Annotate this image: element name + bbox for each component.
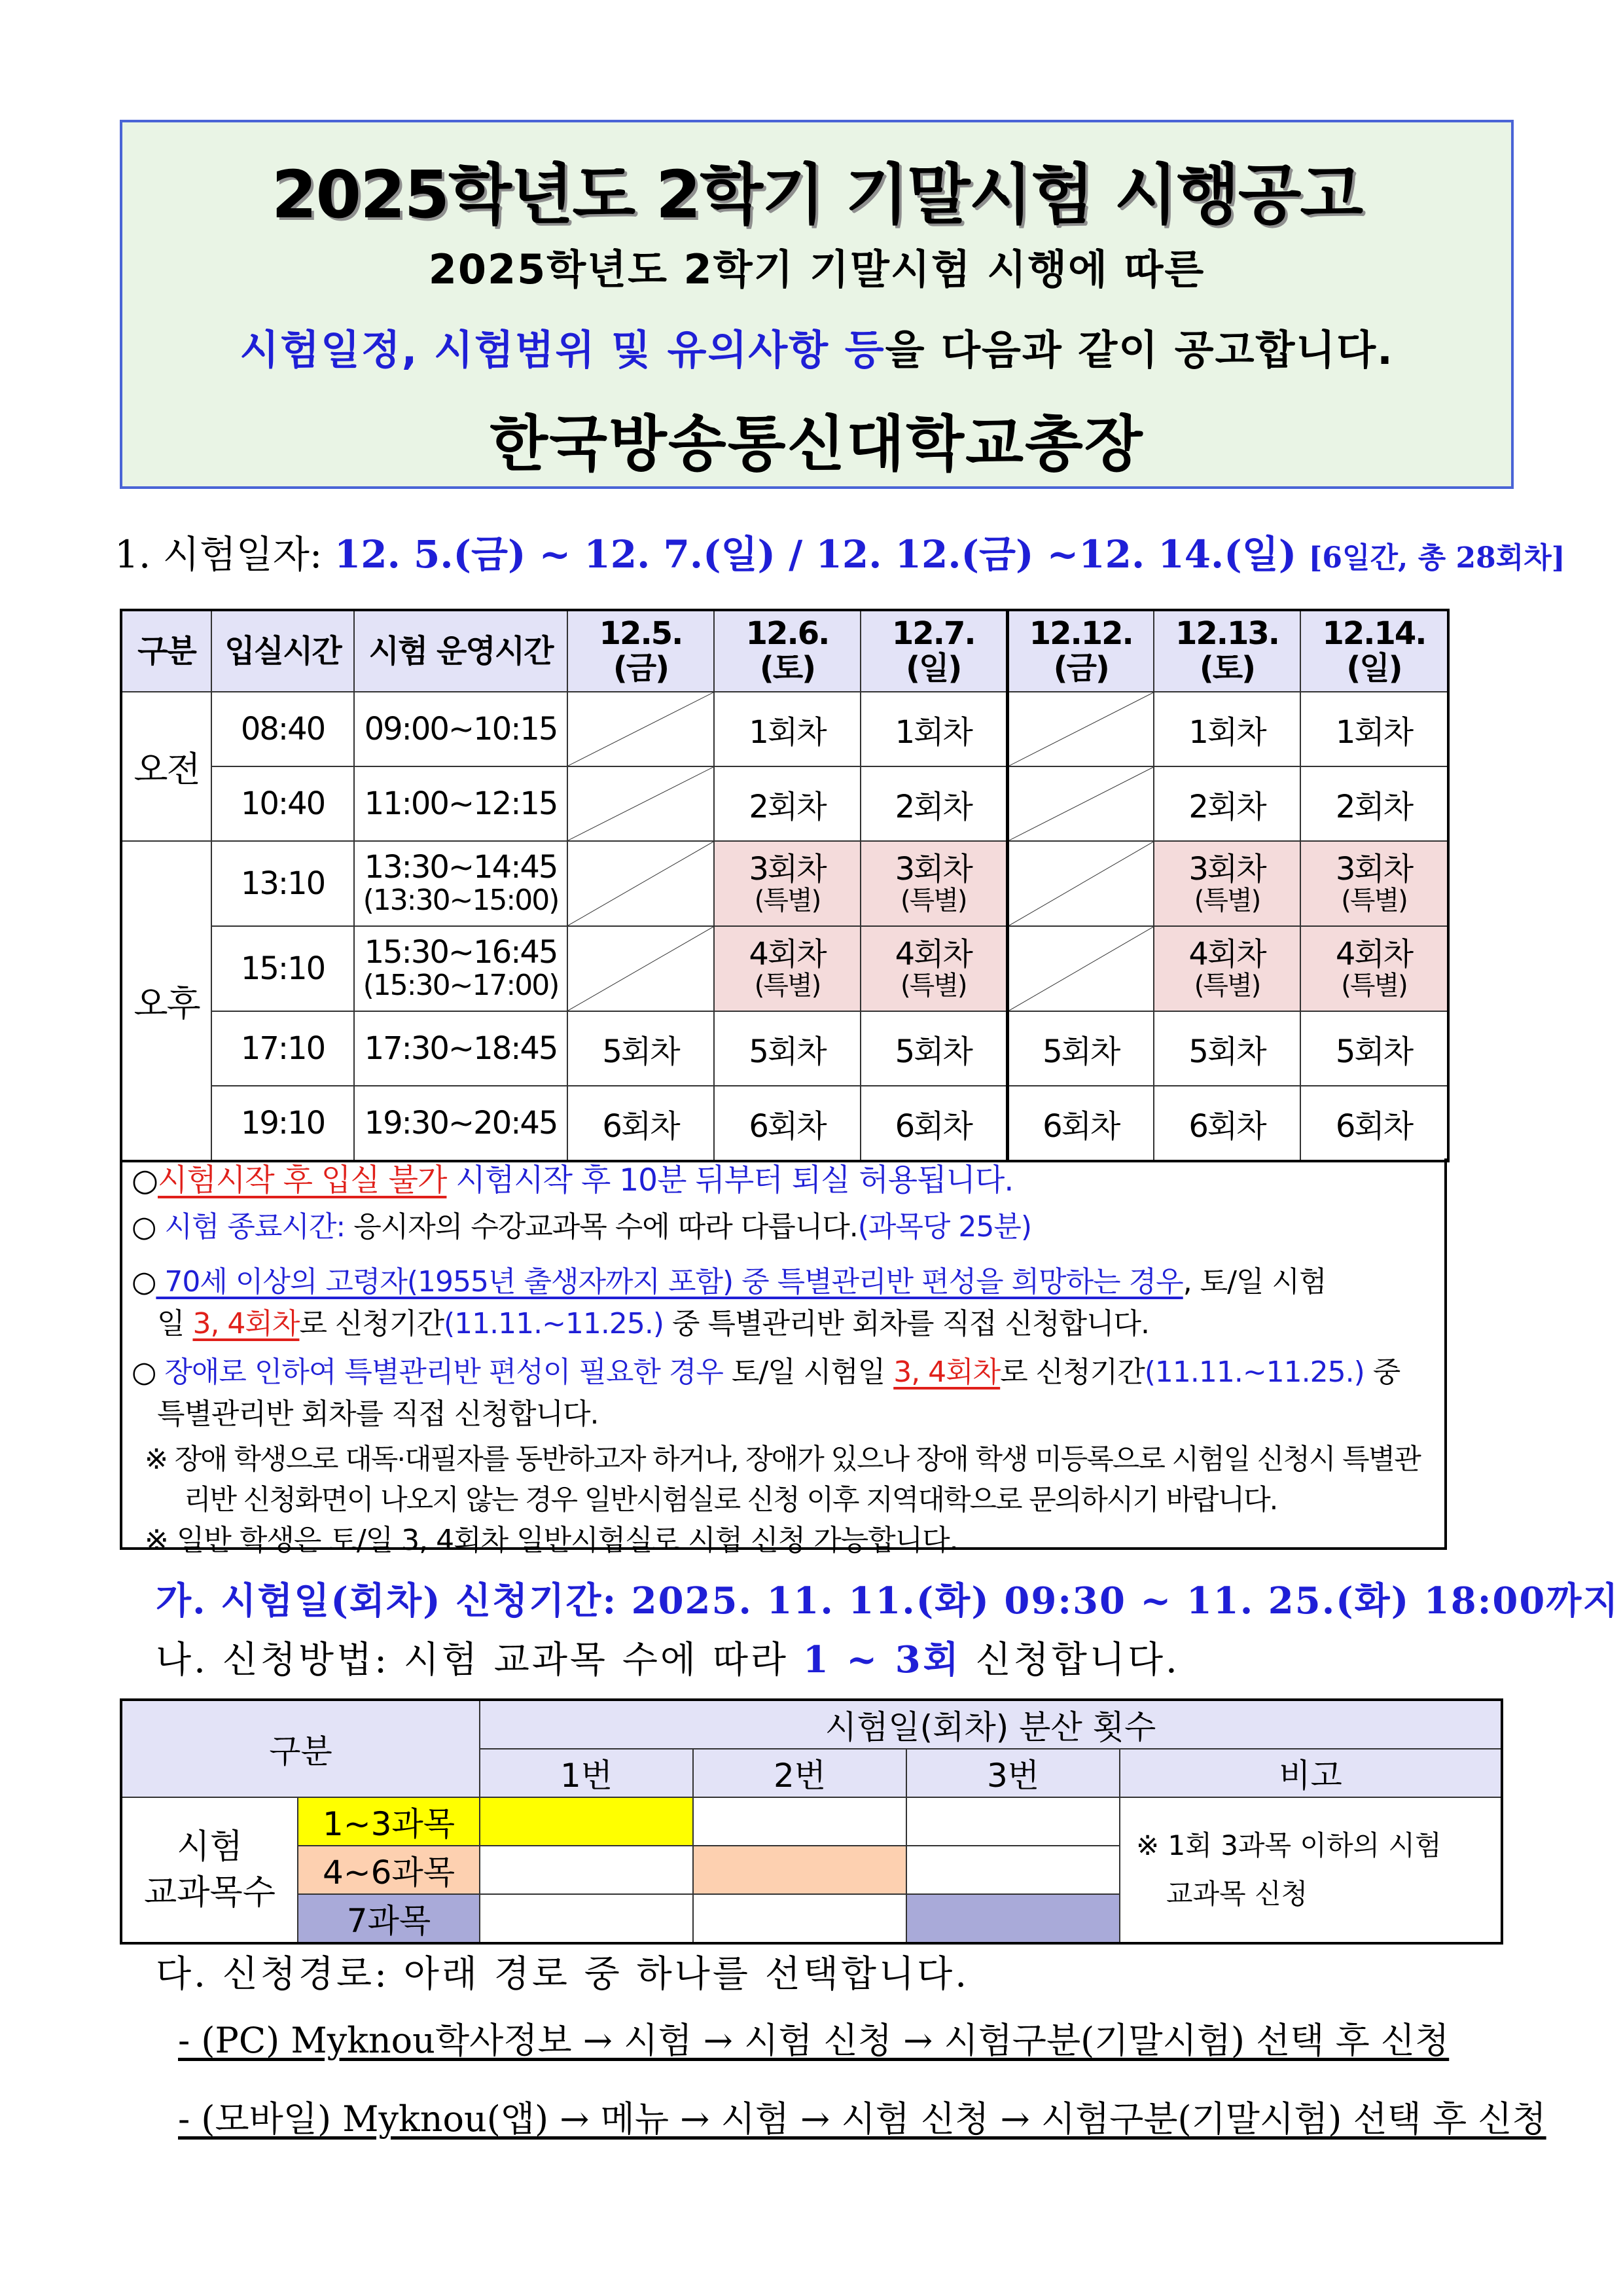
notice-subtitle-line2 xyxy=(122,317,1511,376)
dist-cell xyxy=(480,1894,693,1943)
notice-header-box xyxy=(120,120,1514,489)
route-pc: - (PC) Myknou학사정보 → 시험 → 시험 신청 → 시험구분(기말시험) 선택 후 신청 xyxy=(178,2020,1450,2061)
empty-slot xyxy=(567,926,714,1011)
president-signature: 한국방송통신대학교총장 xyxy=(490,409,1144,479)
operation-time: 15:30~16:45 (15:30~17:00) xyxy=(354,926,567,1011)
entry-time: 10:40 xyxy=(211,766,354,841)
dist-header-category: 구분 xyxy=(121,1700,480,1797)
entry-time: 13:10 xyxy=(211,841,354,926)
table-row xyxy=(121,1797,1502,1846)
note-elderly: ○ 70세 이상의 고령자(1955년 출생자까지 포함) 중 특별관리반 편성을 희망하는 경우, 토/일 시험 일 3, 4회차로 신청기간(11.11.~11.25.) 중 특별관리반 회차를 직접 신청합니다. xyxy=(132,1265,1327,1340)
dist-cell-filled xyxy=(480,1797,693,1846)
session-cell: 2회차 xyxy=(1300,766,1448,841)
section-exam-dates-value: 12. 5.(금) ~ 12. 7.(일) / 12. 12.(금) ~12. 14.(일) xyxy=(334,532,1297,577)
col-header-day: 12.14. (일) xyxy=(1300,610,1448,692)
session-cell: 6회차 xyxy=(714,1086,861,1161)
session-cell: 2회차 xyxy=(861,766,1007,841)
operation-time: 17:30~18:45 xyxy=(354,1011,567,1086)
dist-cell-filled xyxy=(906,1894,1120,1943)
group-am: 오전 xyxy=(121,692,211,841)
col-header-day: 12.12. (금) xyxy=(1007,610,1154,692)
session-cell: 1회차 xyxy=(714,692,861,766)
notice-subtitle-rest: 을 다음과 같이 공고합니다. xyxy=(885,326,1394,374)
operation-time: 13:30~14:45 (13:30~15:00) xyxy=(354,841,567,926)
dist-header-col: 1번 xyxy=(480,1749,693,1797)
dist-row-label: 7과목 xyxy=(298,1894,480,1943)
note-entry-rule: ○시험시작 후 입실 불가 시험시작 후 10분 뒤부터 퇴실 허용됩니다. xyxy=(132,1162,1014,1198)
entry-time: 15:10 xyxy=(211,926,354,1011)
dist-row-group: 시험 교과목수 xyxy=(121,1797,298,1943)
session-cell-special: 3회차 (특별) xyxy=(861,841,1007,926)
section-exam-dates-summary: [6일간, 총 28회차] xyxy=(1308,541,1565,575)
dist-header-col: 2번 xyxy=(693,1749,906,1797)
dist-cell xyxy=(480,1846,693,1894)
session-cell: 5회차 xyxy=(1154,1011,1300,1086)
session-cell: 2회차 xyxy=(1154,766,1300,841)
session-cell: 6회차 xyxy=(1007,1086,1154,1161)
session-cell: 6회차 xyxy=(1154,1086,1300,1161)
section-application-period: 가. 시험일(회차) 신청기간: 2025. 11. 11.(화) 09:30 ~ 11. 25.(화) 18:00까지 xyxy=(156,1579,1620,1623)
session-cell: 1회차 xyxy=(1154,692,1300,766)
dist-cell xyxy=(693,1797,906,1846)
session-cell: 6회차 xyxy=(1300,1086,1448,1161)
empty-slot xyxy=(1007,766,1154,841)
dist-cell xyxy=(906,1797,1120,1846)
session-cell-special: 3회차 (특별) xyxy=(714,841,861,926)
col-header-day: 12.6. (토) xyxy=(714,610,861,692)
col-header-entry: 입실시간 xyxy=(211,610,354,692)
note-end-time: ○ 시험 종료시간: 응시자의 수강교과목 수에 따라 다릅니다.(과목당 25분) xyxy=(132,1210,1032,1244)
session-cell: 5회차 xyxy=(861,1011,1007,1086)
session-cell: 6회차 xyxy=(861,1086,1007,1161)
col-header-day: 12.13. (토) xyxy=(1154,610,1300,692)
session-cell: 2회차 xyxy=(714,766,861,841)
section-exam-dates-label: 1. 시험일자: xyxy=(115,532,323,577)
session-cell: 5회차 xyxy=(714,1011,861,1086)
dist-row-label: 1~3과목 xyxy=(298,1797,480,1846)
dist-header-col: 3번 xyxy=(906,1749,1120,1797)
route-mobile: - (모바일) Myknou(앱) → 메뉴 → 시험 → 시험 신청 → 시험구분(기말시험) 선택 후 신청 xyxy=(178,2098,1546,2140)
session-cell: 1회차 xyxy=(1300,692,1448,766)
session-cell: 1회차 xyxy=(861,692,1007,766)
entry-time: 19:10 xyxy=(211,1086,354,1161)
table-row xyxy=(121,926,1448,1011)
session-cell-special: 4회차 (특별) xyxy=(861,926,1007,1011)
section-application-method: 나. 신청방법: 시험 교과목 수에 따라 1 ~ 3회 신청합니다. xyxy=(156,1638,1180,1681)
empty-slot xyxy=(1007,926,1154,1011)
empty-slot xyxy=(1007,692,1154,766)
operation-time: 09:00~10:15 xyxy=(354,692,567,766)
entry-time: 08:40 xyxy=(211,692,354,766)
table-row xyxy=(121,841,1448,926)
exam-schedule-table xyxy=(120,609,1450,1162)
session-cell-special: 4회차 (특별) xyxy=(1154,926,1300,1011)
dist-cell xyxy=(906,1846,1120,1894)
empty-slot xyxy=(1007,841,1154,926)
note-disability-detail: ※ 장애 학생으로 대독·대필자를 동반하고자 하거나, 장애가 있으나 장애 학생 미등록으로 시험일 신청시 특별관리반 신청화면이 나오지 않는 경우 일반시험실로 신청 이후 지역대학으로 문의하시기 바랍니다. xyxy=(145,1443,1420,1516)
col-header-day: 12.7. (일) xyxy=(861,610,1007,692)
session-cell: 5회차 xyxy=(1007,1011,1154,1086)
dist-remark-note: ※ 1회 3과목 이하의 시험 교과목 신청 xyxy=(1120,1797,1502,1943)
empty-slot xyxy=(567,692,714,766)
note-general-students: ※ 일반 학생은 토/일 3, 4회차 일반시험실로 시험 신청 가능합니다. xyxy=(145,1524,958,1557)
session-cell: 6회차 xyxy=(567,1086,714,1161)
dist-cell-filled xyxy=(693,1846,906,1894)
table-row xyxy=(121,1086,1448,1161)
table-row xyxy=(121,766,1448,841)
session-cell: 5회차 xyxy=(567,1011,714,1086)
session-cell: 5회차 xyxy=(1300,1011,1448,1086)
col-header-day: 12.5. (금) xyxy=(567,610,714,692)
empty-slot xyxy=(567,841,714,926)
operation-time: 11:00~12:15 xyxy=(354,766,567,841)
col-header-category: 구분 xyxy=(121,610,211,692)
section-exam-dates xyxy=(115,524,1565,579)
distribution-table xyxy=(120,1698,1503,1945)
notice-title: 2025학년도 2학기 기말시험 시행공고 xyxy=(271,156,1363,233)
notice-subtitle-line1: 2025학년도 2학기 기말시험 시행에 따른 xyxy=(428,245,1205,293)
table-row xyxy=(121,1011,1448,1086)
session-cell-special: 3회차 (특별) xyxy=(1154,841,1300,926)
dist-row-label: 4~6과목 xyxy=(298,1846,480,1894)
section-application-route: 다. 신청경로: 아래 경로 중 하나를 선택합니다. xyxy=(156,1953,970,1996)
dist-cell xyxy=(693,1894,906,1943)
dist-header-remark: 비고 xyxy=(1120,1749,1502,1797)
exam-notes-box xyxy=(120,1158,1447,1557)
session-cell-special: 4회차 (특별) xyxy=(714,926,861,1011)
empty-slot xyxy=(567,766,714,841)
col-header-operation: 시험 운영시간 xyxy=(354,610,567,692)
dist-header-group: 시험일(회차) 분산 횟수 xyxy=(480,1700,1502,1749)
note-disability: ○ 장애로 인하여 특별관리반 편성이 필요한 경우 토/일 시험일 3, 4회차로 신청기간(11.11.~11.25.) 중 특별관리반 회차를 직접 신청합니다. xyxy=(132,1355,1400,1431)
operation-time: 19:30~20:45 xyxy=(354,1086,567,1161)
session-cell-special: 4회차 (특별) xyxy=(1300,926,1448,1011)
table-row xyxy=(121,692,1448,766)
entry-time: 17:10 xyxy=(211,1011,354,1086)
notice-highlight: 시험일정, 시험범위 및 유의사항 등 xyxy=(240,326,885,374)
session-cell-special: 3회차 (특별) xyxy=(1300,841,1448,926)
group-pm: 오후 xyxy=(121,841,211,1161)
